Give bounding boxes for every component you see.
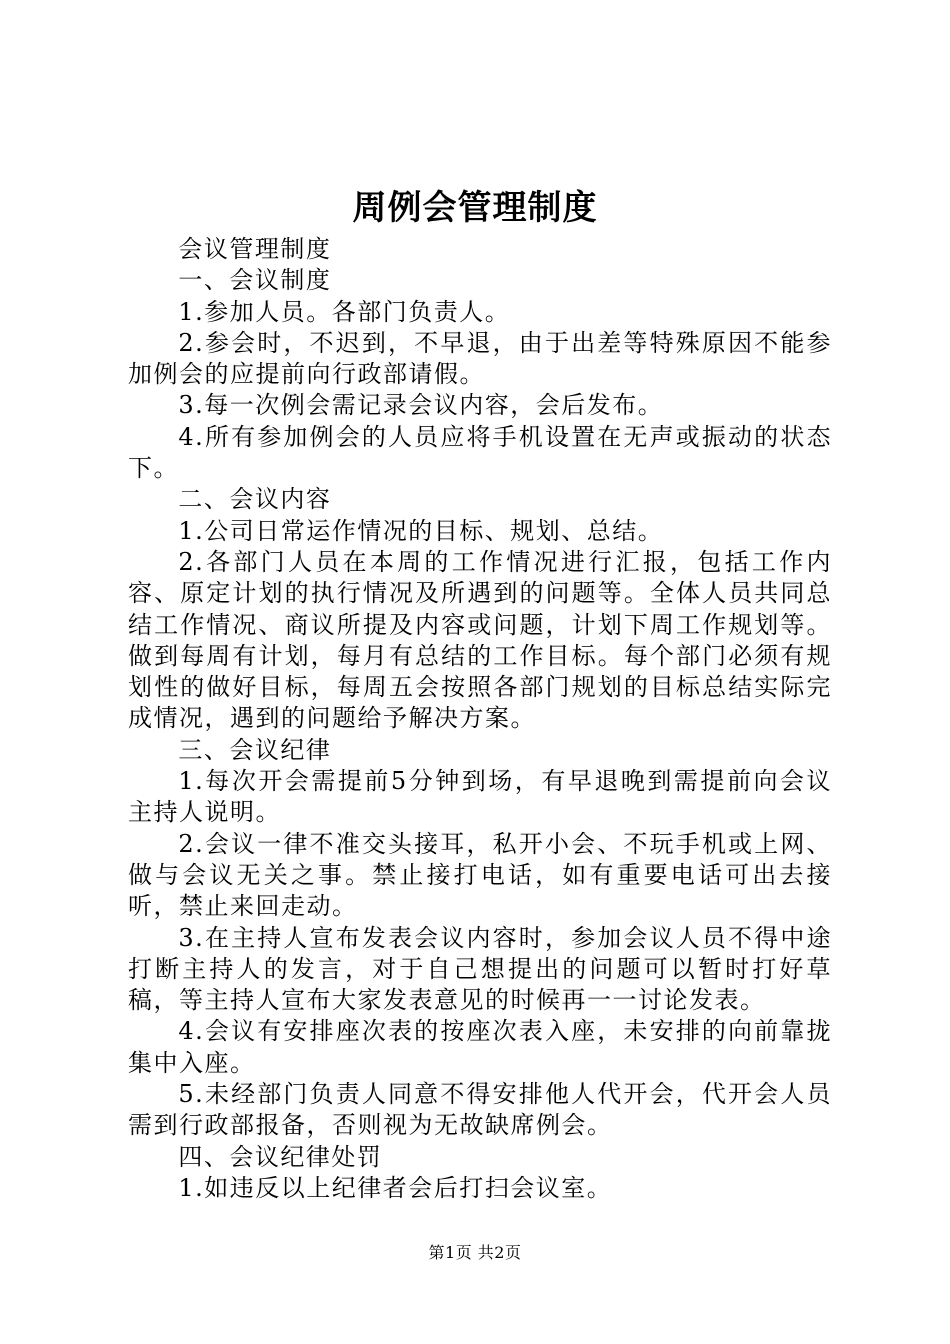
paragraph: 3.在主持人宣布发表会议内容时，参加会议人员不得中途打断主持人的发言，对于自己想提出的问题可以暂时打好草稿，等主持人宣布大家发表意见的时候再一一讨论发表。 <box>128 923 832 1015</box>
section-heading-3: 三、会议纪律 <box>178 735 332 764</box>
section-heading-2: 二、会议内容 <box>178 485 332 514</box>
paragraph: 5.未经部门负责人同意不得安排他人代开会，代开会人员需到行政部报备，否则视为无故缺席例会。 <box>128 1080 832 1140</box>
paragraph: 1.如违反以上纪律者会后打扫会议室。 <box>178 1173 613 1202</box>
paragraph: 4.会议有安排座次表的按座次表入座，未安排的向前靠拢集中入座。 <box>128 1017 832 1077</box>
document-body <box>128 234 832 1204</box>
paragraph: 3.每一次例会需记录会议内容，会后发布。 <box>178 391 664 420</box>
paragraph: 2.参会时，不迟到，不早退，由于出差等特殊原因不能参加例会的应提前向行政部请假。 <box>128 328 832 389</box>
paragraph: 2.各部门人员在本周的工作情况进行汇报，包括工作内容、原定计划的执行情况及所遇到的问题等。全体人员共同总结工作情况、商议所提及内容或问题，计划下周工作规划等。做到每周有计划，每月有总结的工作目标。每个部门必须有规划性的做好目标，每周五会按照各部门规划的目标总结实际完成情况，遇到的问题给予解决方案。 <box>128 547 832 733</box>
document-title: 周例会管理制度 <box>352 188 598 228</box>
paragraph: 1.每次开会需提前5分钟到场，有早退晚到需提前向会议主持人说明。 <box>128 767 832 827</box>
page-footer: 第1页 共2页 <box>428 1243 522 1262</box>
paragraph-intro-heading: 会议管理制度 <box>178 235 332 263</box>
paragraph: 2.会议一律不准交头接耳，私开小会、不玩手机或上网、做与会议无关之事。禁止接打电话，如有重要电话可出去接听，禁止来回走动。 <box>128 829 832 921</box>
section-heading-1: 一、会议制度 <box>178 266 332 295</box>
section-heading-4: 四、会议纪律处罚 <box>178 1142 383 1171</box>
paragraph: 1.公司日常运作情况的目标、规划、总结。 <box>178 516 664 545</box>
paragraph: 4.所有参加例会的人员应将手机设置在无声或振动的状态下。 <box>128 422 832 483</box>
paragraph: 1.参加人员。各部门负责人。 <box>178 297 511 326</box>
